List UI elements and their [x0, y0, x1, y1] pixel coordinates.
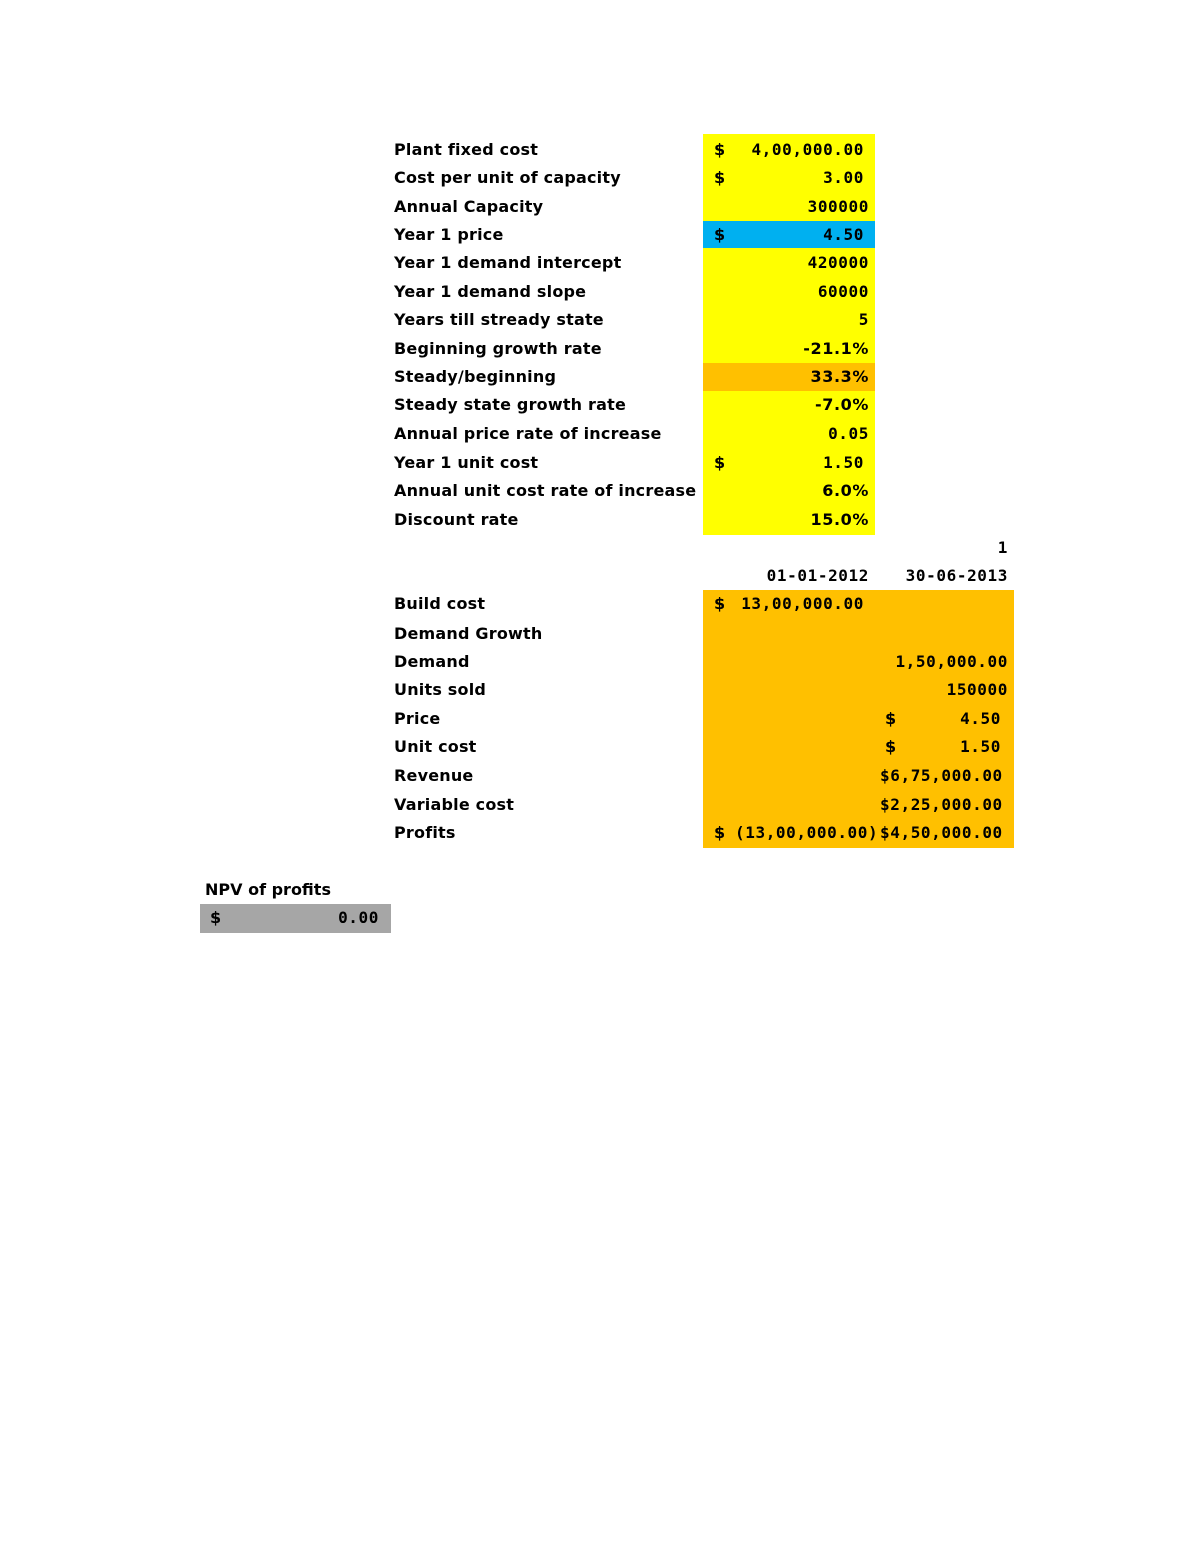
input-value[interactable]: 33.3%: [810, 367, 869, 386]
input-label: Cost per unit of capacity: [394, 168, 621, 187]
currency-symbol: $: [714, 453, 726, 472]
input-label: Year 1 price: [394, 225, 504, 244]
calc-cell[interactable]: $6,75,000.00: [880, 766, 1003, 785]
calc-cell[interactable]: 1.50: [960, 737, 1001, 756]
currency-symbol: $: [714, 594, 726, 613]
input-label: Discount rate: [394, 510, 519, 529]
input-value[interactable]: 0.05: [828, 424, 869, 443]
calc-cell[interactable]: (13,00,000.00): [735, 823, 879, 842]
input-value[interactable]: 4.50: [823, 225, 864, 244]
calc-cell[interactable]: 4.50: [960, 709, 1001, 728]
currency-symbol: $: [210, 908, 222, 927]
input-label: Years till stready state: [394, 310, 604, 329]
calc-cell[interactable]: $4,50,000.00: [880, 823, 1003, 842]
calc-label: Demand Growth: [394, 624, 543, 643]
input-value[interactable]: 4,00,000.00: [751, 140, 864, 159]
input-value[interactable]: 1.50: [823, 453, 864, 472]
calc-label: Demand: [394, 652, 470, 671]
input-value[interactable]: 60000: [817, 282, 869, 301]
input-value[interactable]: 300000: [807, 197, 869, 216]
calc-label: Price: [394, 709, 441, 728]
input-label: Plant fixed cost: [394, 140, 539, 159]
input-label: Year 1 demand slope: [394, 282, 587, 301]
input-value[interactable]: 3.00: [823, 168, 864, 187]
input-label: Steady/beginning: [394, 367, 557, 386]
currency-symbol: $: [714, 823, 726, 842]
input-label: Annual unit cost rate of increase: [394, 481, 697, 500]
calc-label: Revenue: [394, 766, 474, 785]
input-label: Year 1 demand intercept: [394, 253, 622, 272]
calc-cell[interactable]: $2,25,000.00: [880, 795, 1003, 814]
year-index: 1: [997, 538, 1008, 557]
currency-symbol: $: [714, 225, 726, 244]
currency-symbol: $: [885, 737, 897, 756]
input-label: Steady state growth rate: [394, 395, 627, 414]
npv-value: 0.00: [338, 908, 379, 927]
input-label: Beginning growth rate: [394, 339, 602, 358]
input-value[interactable]: 420000: [807, 253, 869, 272]
date-header-2: 30-06-2013: [905, 566, 1008, 585]
currency-symbol: $: [885, 709, 897, 728]
currency-symbol: $: [714, 168, 726, 187]
calc-label: Units sold: [394, 680, 487, 699]
input-label: Annual price rate of increase: [394, 424, 662, 443]
npv-label: NPV of profits: [205, 880, 331, 899]
input-value[interactable]: 15.0%: [810, 510, 869, 529]
input-label: Annual Capacity: [394, 197, 544, 216]
input-label: Year 1 unit cost: [394, 453, 539, 472]
calc-label: Variable cost: [394, 795, 515, 814]
calc-label: Profits: [394, 823, 456, 842]
input-value[interactable]: 6.0%: [822, 481, 869, 500]
input-value[interactable]: -7.0%: [814, 395, 869, 414]
input-value[interactable]: 5: [858, 310, 869, 329]
date-header-1: 01-01-2012: [766, 566, 869, 585]
calc-label: Unit cost: [394, 737, 477, 756]
calc-cell[interactable]: 150000: [946, 680, 1008, 699]
input-value[interactable]: -21.1%: [803, 339, 869, 358]
calc-cell[interactable]: 13,00,000.00: [741, 594, 864, 613]
calc-cell[interactable]: 1,50,000.00: [895, 652, 1008, 671]
calc-label: Build cost: [394, 594, 486, 613]
currency-symbol: $: [714, 140, 726, 159]
